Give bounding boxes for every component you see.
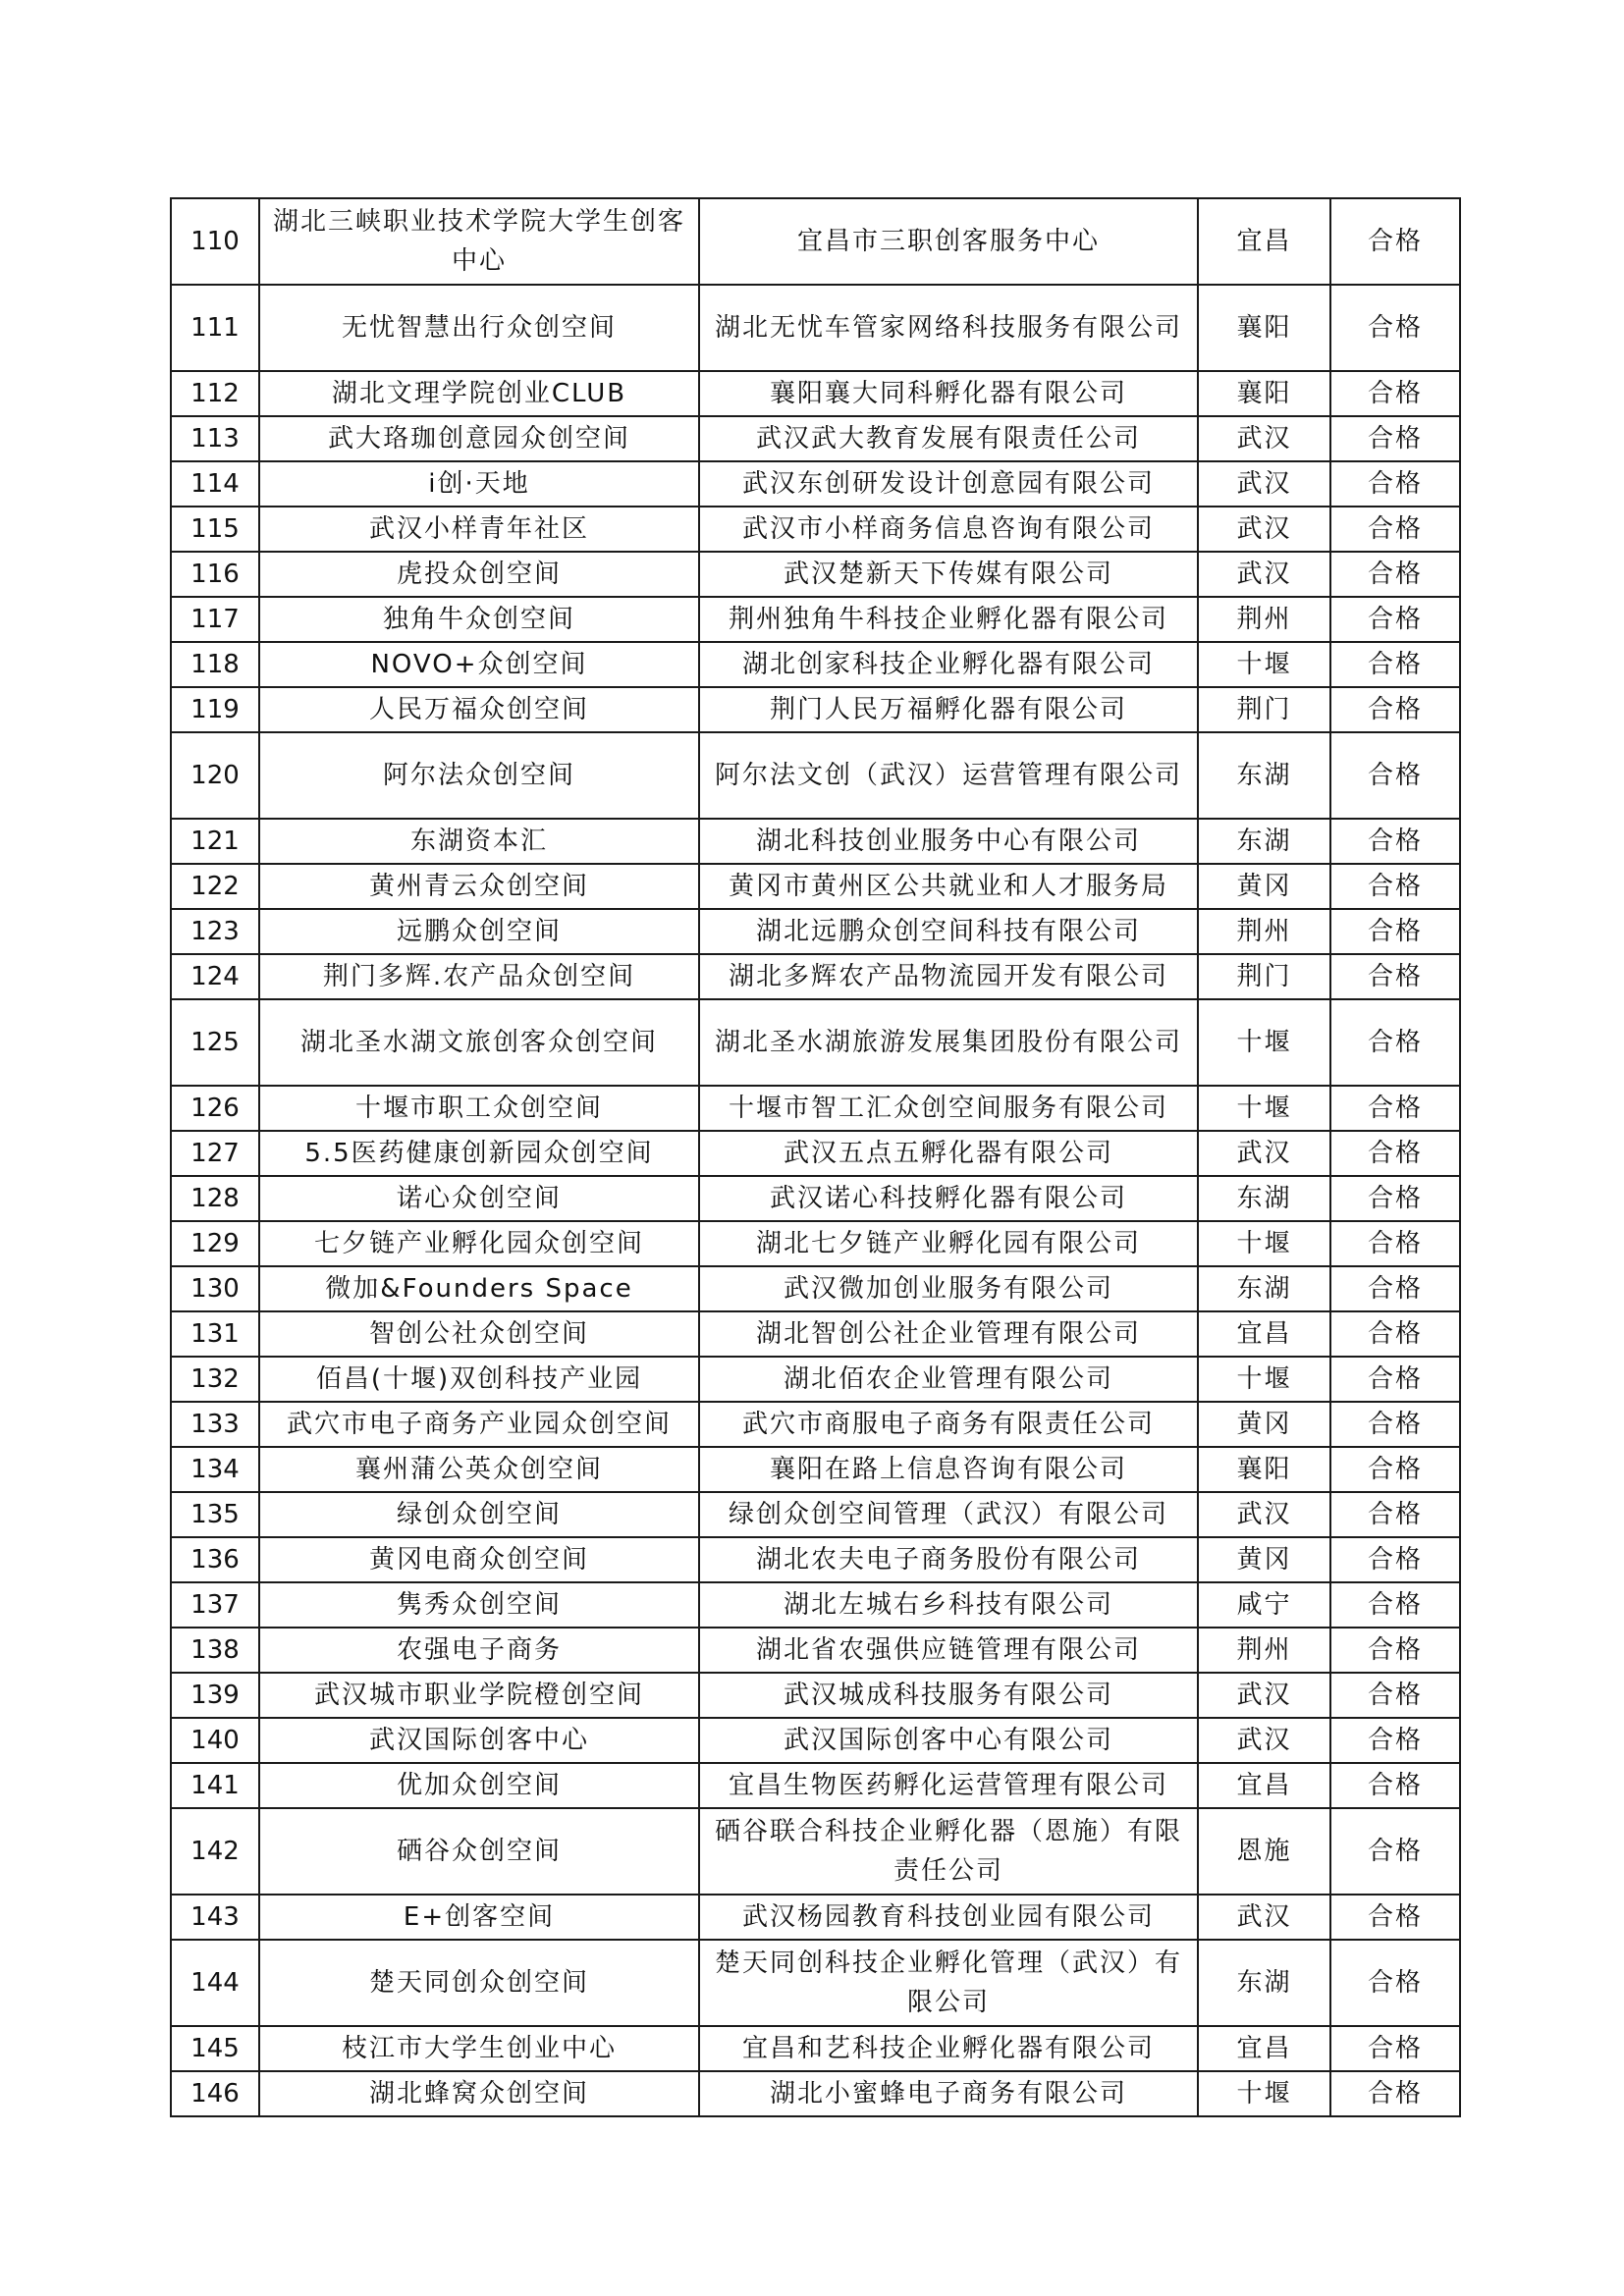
- cell-result: 合格: [1330, 1492, 1460, 1537]
- cell-number: 137: [171, 1582, 259, 1628]
- cell-region: 武汉: [1198, 552, 1330, 597]
- cell-number: 135: [171, 1492, 259, 1537]
- cell-region: 东湖: [1198, 1940, 1330, 2026]
- table-row: [171, 819, 1460, 864]
- cell-number: 126: [171, 1086, 259, 1131]
- cell-operator: 武汉国际创客中心有限公司: [699, 1718, 1198, 1763]
- cell-operator: 荆州独角牛科技企业孵化器有限公司: [699, 597, 1198, 642]
- cell-space-name: 湖北文理学院创业CLUB: [259, 371, 699, 416]
- cell-result: 合格: [1330, 1447, 1460, 1492]
- cell-space-name: E+创客空间: [259, 1895, 699, 1940]
- table-row: [171, 1221, 1460, 1266]
- cell-result: 合格: [1330, 461, 1460, 507]
- cell-result: 合格: [1330, 1895, 1460, 1940]
- cell-operator: 武汉诺心科技孵化器有限公司: [699, 1176, 1198, 1221]
- cell-region: 恩施: [1198, 1808, 1330, 1895]
- cell-number: 144: [171, 1940, 259, 2026]
- cell-number: 116: [171, 552, 259, 597]
- cell-region: 宜昌: [1198, 1311, 1330, 1357]
- cell-result: 合格: [1330, 909, 1460, 954]
- cell-number: 122: [171, 864, 259, 909]
- cell-space-name: 隽秀众创空间: [259, 1582, 699, 1628]
- cell-region: 黄冈: [1198, 1402, 1330, 1447]
- cell-operator: 湖北创家科技企业孵化器有限公司: [699, 642, 1198, 687]
- cell-number: 136: [171, 1537, 259, 1582]
- cell-region: 荆州: [1198, 597, 1330, 642]
- cell-number: 129: [171, 1221, 259, 1266]
- cell-region: 黄冈: [1198, 864, 1330, 909]
- table-row: [171, 1447, 1460, 1492]
- table-row: [171, 1940, 1460, 2026]
- cell-operator: 湖北智创公社企业管理有限公司: [699, 1311, 1198, 1357]
- cell-result: 合格: [1330, 687, 1460, 732]
- cell-operator: 湖北佰农企业管理有限公司: [699, 1357, 1198, 1402]
- cell-space-name: 5.5医药健康创新园众创空间: [259, 1131, 699, 1176]
- cell-space-name: 荆门多辉.农产品众创空间: [259, 954, 699, 999]
- cell-result: 合格: [1330, 1582, 1460, 1628]
- cell-region: 荆门: [1198, 687, 1330, 732]
- cell-operator: 湖北小蜜蜂电子商务有限公司: [699, 2071, 1198, 2116]
- cell-space-name: 微加&Founders Space: [259, 1266, 699, 1311]
- cell-number: 140: [171, 1718, 259, 1763]
- cell-region: 十堰: [1198, 2071, 1330, 2116]
- cell-region: 武汉: [1198, 416, 1330, 461]
- cell-space-name: 湖北圣水湖文旅创客众创空间: [259, 999, 699, 1086]
- cell-result: 合格: [1330, 1537, 1460, 1582]
- table-row: [171, 1131, 1460, 1176]
- cell-region: 宜昌: [1198, 1763, 1330, 1808]
- cell-region: 武汉: [1198, 1673, 1330, 1718]
- table-row: [171, 687, 1460, 732]
- cell-space-name: 阿尔法众创空间: [259, 732, 699, 819]
- cell-number: 121: [171, 819, 259, 864]
- table-row: [171, 2071, 1460, 2116]
- cell-space-name: 黄冈电商众创空间: [259, 1537, 699, 1582]
- cell-result: 合格: [1330, 732, 1460, 819]
- cell-space-name: 黄州青云众创空间: [259, 864, 699, 909]
- cell-region: 襄阳: [1198, 285, 1330, 371]
- cell-number: 124: [171, 954, 259, 999]
- cell-region: 武汉: [1198, 1131, 1330, 1176]
- cell-space-name: 枝江市大学生创业中心: [259, 2026, 699, 2071]
- cell-operator: 湖北多辉农产品物流园开发有限公司: [699, 954, 1198, 999]
- table-row: [171, 371, 1460, 416]
- cell-operator: 湖北省农强供应链管理有限公司: [699, 1628, 1198, 1673]
- cell-operator: 襄阳在路上信息咨询有限公司: [699, 1447, 1198, 1492]
- cell-operator: 十堰市智工汇众创空间服务有限公司: [699, 1086, 1198, 1131]
- table-body: [171, 198, 1460, 2116]
- cell-operator: 湖北无忧车管家网络科技服务有限公司: [699, 285, 1198, 371]
- cell-number: 123: [171, 909, 259, 954]
- cell-region: 东湖: [1198, 1266, 1330, 1311]
- cell-result: 合格: [1330, 2071, 1460, 2116]
- table-row: [171, 198, 1460, 285]
- cell-result: 合格: [1330, 1086, 1460, 1131]
- cell-result: 合格: [1330, 1718, 1460, 1763]
- results-table: [170, 197, 1461, 2117]
- cell-number: 110: [171, 198, 259, 285]
- cell-result: 合格: [1330, 864, 1460, 909]
- cell-operator: 湖北七夕链产业孵化园有限公司: [699, 1221, 1198, 1266]
- cell-result: 合格: [1330, 371, 1460, 416]
- cell-region: 荆州: [1198, 1628, 1330, 1673]
- cell-space-name: 绿创众创空间: [259, 1492, 699, 1537]
- cell-region: 武汉: [1198, 461, 1330, 507]
- cell-result: 合格: [1330, 285, 1460, 371]
- cell-result: 合格: [1330, 597, 1460, 642]
- cell-region: 十堰: [1198, 1086, 1330, 1131]
- cell-region: 宜昌: [1198, 198, 1330, 285]
- cell-region: 东湖: [1198, 1176, 1330, 1221]
- cell-operator: 绿创众创空间管理（武汉）有限公司: [699, 1492, 1198, 1537]
- cell-space-name: 襄州蒲公英众创空间: [259, 1447, 699, 1492]
- cell-region: 武汉: [1198, 1492, 1330, 1537]
- table-row: [171, 954, 1460, 999]
- cell-space-name: 湖北三峡职业技术学院大学生创客中心: [259, 198, 699, 285]
- cell-region: 宜昌: [1198, 2026, 1330, 2071]
- cell-region: 东湖: [1198, 732, 1330, 819]
- table-row: [171, 507, 1460, 552]
- cell-result: 合格: [1330, 999, 1460, 1086]
- cell-result: 合格: [1330, 819, 1460, 864]
- table-row: [171, 999, 1460, 1086]
- cell-space-name: 武汉城市职业学院橙创空间: [259, 1673, 699, 1718]
- cell-result: 合格: [1330, 1628, 1460, 1673]
- cell-space-name: 武汉国际创客中心: [259, 1718, 699, 1763]
- table-row: [171, 1176, 1460, 1221]
- table-row: [171, 416, 1460, 461]
- cell-operator: 湖北远鹏众创空间科技有限公司: [699, 909, 1198, 954]
- cell-operator: 襄阳襄大同科孵化器有限公司: [699, 371, 1198, 416]
- cell-space-name: 硒谷众创空间: [259, 1808, 699, 1895]
- cell-space-name: 东湖资本汇: [259, 819, 699, 864]
- cell-number: 142: [171, 1808, 259, 1895]
- cell-region: 咸宁: [1198, 1582, 1330, 1628]
- cell-region: 荆州: [1198, 909, 1330, 954]
- cell-number: 143: [171, 1895, 259, 1940]
- cell-operator: 荆门人民万福孵化器有限公司: [699, 687, 1198, 732]
- table-row: [171, 1718, 1460, 1763]
- cell-number: 112: [171, 371, 259, 416]
- cell-number: 146: [171, 2071, 259, 2116]
- cell-space-name: 武穴市电子商务产业园众创空间: [259, 1402, 699, 1447]
- cell-region: 襄阳: [1198, 1447, 1330, 1492]
- cell-result: 合格: [1330, 1266, 1460, 1311]
- cell-operator: 黄冈市黄州区公共就业和人才服务局: [699, 864, 1198, 909]
- cell-operator: 阿尔法文创（武汉）运营管理有限公司: [699, 732, 1198, 819]
- cell-operator: 湖北科技创业服务中心有限公司: [699, 819, 1198, 864]
- table-row: [171, 1808, 1460, 1895]
- cell-region: 武汉: [1198, 507, 1330, 552]
- cell-region: 十堰: [1198, 999, 1330, 1086]
- cell-number: 125: [171, 999, 259, 1086]
- cell-result: 合格: [1330, 642, 1460, 687]
- cell-number: 127: [171, 1131, 259, 1176]
- table-row: [171, 1537, 1460, 1582]
- cell-result: 合格: [1330, 1221, 1460, 1266]
- cell-operator: 武汉微加创业服务有限公司: [699, 1266, 1198, 1311]
- table-row: [171, 1402, 1460, 1447]
- cell-result: 合格: [1330, 2026, 1460, 2071]
- cell-number: 114: [171, 461, 259, 507]
- cell-region: 荆门: [1198, 954, 1330, 999]
- cell-number: 120: [171, 732, 259, 819]
- table-row: [171, 285, 1460, 371]
- table-row: [171, 597, 1460, 642]
- table-row: [171, 1673, 1460, 1718]
- cell-operator: 楚天同创科技企业孵化管理（武汉）有限公司: [699, 1940, 1198, 2026]
- cell-space-name: 十堰市职工众创空间: [259, 1086, 699, 1131]
- cell-number: 115: [171, 507, 259, 552]
- table-row: [171, 461, 1460, 507]
- cell-space-name: 七夕链产业孵化园众创空间: [259, 1221, 699, 1266]
- cell-number: 132: [171, 1357, 259, 1402]
- cell-region: 十堰: [1198, 1357, 1330, 1402]
- cell-operator: 湖北左城右乡科技有限公司: [699, 1582, 1198, 1628]
- cell-result: 合格: [1330, 552, 1460, 597]
- cell-number: 118: [171, 642, 259, 687]
- cell-result: 合格: [1330, 1311, 1460, 1357]
- table-row: [171, 1492, 1460, 1537]
- cell-result: 合格: [1330, 1940, 1460, 2026]
- cell-number: 134: [171, 1447, 259, 1492]
- cell-number: 138: [171, 1628, 259, 1673]
- table-row: [171, 1311, 1460, 1357]
- cell-operator: 武汉市小样商务信息咨询有限公司: [699, 507, 1198, 552]
- cell-space-name: 虎投众创空间: [259, 552, 699, 597]
- cell-space-name: 远鹏众创空间: [259, 909, 699, 954]
- cell-number: 128: [171, 1176, 259, 1221]
- cell-space-name: 诺心众创空间: [259, 1176, 699, 1221]
- table-row: [171, 642, 1460, 687]
- cell-result: 合格: [1330, 507, 1460, 552]
- table-row: [171, 552, 1460, 597]
- cell-region: 武汉: [1198, 1895, 1330, 1940]
- table-row: [171, 1582, 1460, 1628]
- cell-space-name: 武汉小样青年社区: [259, 507, 699, 552]
- cell-number: 139: [171, 1673, 259, 1718]
- cell-result: 合格: [1330, 1808, 1460, 1895]
- cell-result: 合格: [1330, 1673, 1460, 1718]
- table-row: [171, 1266, 1460, 1311]
- table-row: [171, 1357, 1460, 1402]
- cell-result: 合格: [1330, 1176, 1460, 1221]
- cell-operator: 湖北农夫电子商务股份有限公司: [699, 1537, 1198, 1582]
- cell-region: 东湖: [1198, 819, 1330, 864]
- cell-number: 145: [171, 2026, 259, 2071]
- cell-number: 130: [171, 1266, 259, 1311]
- cell-number: 133: [171, 1402, 259, 1447]
- cell-number: 113: [171, 416, 259, 461]
- cell-space-name: NOVO+众创空间: [259, 642, 699, 687]
- cell-region: 十堰: [1198, 642, 1330, 687]
- cell-result: 合格: [1330, 1131, 1460, 1176]
- cell-result: 合格: [1330, 198, 1460, 285]
- cell-space-name: 智创公社众创空间: [259, 1311, 699, 1357]
- cell-space-name: 农强电子商务: [259, 1628, 699, 1673]
- cell-operator: 武汉五点五孵化器有限公司: [699, 1131, 1198, 1176]
- table-row: [171, 1763, 1460, 1808]
- cell-space-name: 佰昌(十堰)双创科技产业园: [259, 1357, 699, 1402]
- cell-result: 合格: [1330, 954, 1460, 999]
- table-row: [171, 732, 1460, 819]
- cell-region: 襄阳: [1198, 371, 1330, 416]
- cell-operator: 武汉武大教育发展有限责任公司: [699, 416, 1198, 461]
- cell-operator: 硒谷联合科技企业孵化器（恩施）有限责任公司: [699, 1808, 1198, 1895]
- table-row: [171, 864, 1460, 909]
- cell-space-name: 楚天同创众创空间: [259, 1940, 699, 2026]
- cell-region: 黄冈: [1198, 1537, 1330, 1582]
- cell-space-name: 人民万福众创空间: [259, 687, 699, 732]
- cell-operator: 武汉城成科技服务有限公司: [699, 1673, 1198, 1718]
- cell-space-name: 优加众创空间: [259, 1763, 699, 1808]
- cell-number: 131: [171, 1311, 259, 1357]
- table-row: [171, 2026, 1460, 2071]
- cell-result: 合格: [1330, 416, 1460, 461]
- cell-operator: 湖北圣水湖旅游发展集团股份有限公司: [699, 999, 1198, 1086]
- cell-number: 119: [171, 687, 259, 732]
- table-row: [171, 1895, 1460, 1940]
- cell-operator: 武汉东创研发设计创意园有限公司: [699, 461, 1198, 507]
- cell-number: 117: [171, 597, 259, 642]
- table-row: [171, 1628, 1460, 1673]
- cell-space-name: 湖北蜂窝众创空间: [259, 2071, 699, 2116]
- table-row: [171, 1086, 1460, 1131]
- cell-operator: 武穴市商服电子商务有限责任公司: [699, 1402, 1198, 1447]
- cell-space-name: i创·天地: [259, 461, 699, 507]
- cell-operator: 宜昌市三职创客服务中心: [699, 198, 1198, 285]
- cell-number: 111: [171, 285, 259, 371]
- cell-operator: 武汉楚新天下传媒有限公司: [699, 552, 1198, 597]
- cell-number: 141: [171, 1763, 259, 1808]
- cell-region: 十堰: [1198, 1221, 1330, 1266]
- cell-region: 武汉: [1198, 1718, 1330, 1763]
- cell-operator: 宜昌生物医药孵化运营管理有限公司: [699, 1763, 1198, 1808]
- cell-operator: 宜昌和艺科技企业孵化器有限公司: [699, 2026, 1198, 2071]
- cell-space-name: 无忧智慧出行众创空间: [259, 285, 699, 371]
- cell-space-name: 武大珞珈创意园众创空间: [259, 416, 699, 461]
- cell-operator: 武汉杨园教育科技创业园有限公司: [699, 1895, 1198, 1940]
- table-row: [171, 909, 1460, 954]
- cell-result: 合格: [1330, 1763, 1460, 1808]
- cell-result: 合格: [1330, 1402, 1460, 1447]
- cell-result: 合格: [1330, 1357, 1460, 1402]
- cell-space-name: 独角牛众创空间: [259, 597, 699, 642]
